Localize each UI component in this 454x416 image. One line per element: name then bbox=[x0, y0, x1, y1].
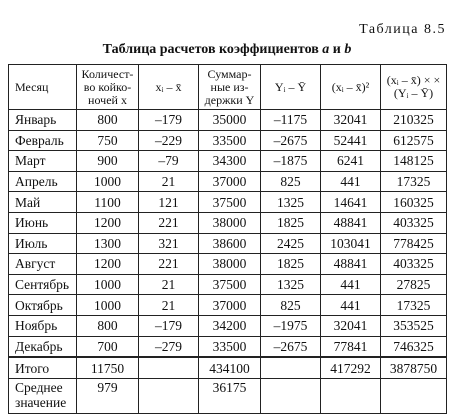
header-product: (xᵢ – x̄) × × (Yᵢ – Ȳ) bbox=[381, 65, 447, 110]
cell-product: 746325 bbox=[381, 336, 447, 357]
cell-month: Август bbox=[9, 254, 77, 275]
table-row bbox=[9, 171, 447, 192]
cell-x-deviation-squared: 32041 bbox=[321, 110, 381, 131]
cell-month: Среднее значение bbox=[9, 379, 77, 414]
cell-y-deviation: 825 bbox=[261, 171, 321, 192]
cell-bed-nights: 750 bbox=[77, 130, 139, 151]
cell-product: 27825 bbox=[381, 274, 447, 295]
cell-month: Июль bbox=[9, 233, 77, 254]
cell-total-costs: 33500 bbox=[199, 336, 261, 357]
cell-bed-nights: 700 bbox=[77, 336, 139, 357]
cell-x-deviation: 21 bbox=[139, 274, 199, 295]
cell-bed-nights: 1000 bbox=[77, 171, 139, 192]
mean-row bbox=[9, 379, 447, 414]
cell-x-deviation: –229 bbox=[139, 130, 199, 151]
cell-x-deviation-squared: 52441 bbox=[321, 130, 381, 151]
table-row bbox=[9, 315, 447, 336]
cell-y-deviation: 825 bbox=[261, 295, 321, 316]
header-total-costs: Суммар-ные из-держки Y bbox=[199, 65, 261, 110]
cell-x-deviation: 21 bbox=[139, 171, 199, 192]
cell-x-deviation-squared: 14641 bbox=[321, 192, 381, 213]
cell-x-deviation-squared: 48841 bbox=[321, 254, 381, 275]
cell-month: Март bbox=[9, 151, 77, 172]
title-and: и bbox=[332, 42, 341, 57]
table-row bbox=[9, 274, 447, 295]
header-month: Месяц bbox=[9, 65, 77, 110]
cell-y-deviation: –1975 bbox=[261, 315, 321, 336]
cell-product: 17325 bbox=[381, 171, 447, 192]
cell-total-costs: 36175 bbox=[199, 379, 261, 414]
cell-product: 160325 bbox=[381, 192, 447, 213]
coefficients-table bbox=[8, 64, 447, 414]
total-row bbox=[9, 357, 447, 379]
cell-x-deviation: 221 bbox=[139, 212, 199, 233]
cell-x-deviation-squared: 6241 bbox=[321, 151, 381, 172]
cell-bed-nights: 1100 bbox=[77, 192, 139, 213]
title-a: a bbox=[322, 42, 330, 57]
table-row bbox=[9, 336, 447, 357]
cell-month: Июнь bbox=[9, 212, 77, 233]
cell-bed-nights: 11750 bbox=[77, 357, 139, 379]
cell-bed-nights: 1300 bbox=[77, 233, 139, 254]
cell-x-deviation-squared bbox=[321, 379, 381, 414]
table-row bbox=[9, 130, 447, 151]
cell-x-deviation: 321 bbox=[139, 233, 199, 254]
cell-total-costs: 37000 bbox=[199, 171, 261, 192]
cell-x-deviation: –179 bbox=[139, 110, 199, 131]
cell-product: 3878750 bbox=[381, 357, 447, 379]
cell-product: 403325 bbox=[381, 212, 447, 233]
cell-x-deviation-squared: 417292 bbox=[321, 357, 381, 379]
cell-month: Май bbox=[9, 192, 77, 213]
cell-month: Ноябрь bbox=[9, 315, 77, 336]
cell-bed-nights: 800 bbox=[77, 315, 139, 336]
cell-x-deviation-squared: 441 bbox=[321, 274, 381, 295]
table-row bbox=[9, 233, 447, 254]
title-main: Таблица расчетов коэффициентов bbox=[102, 42, 319, 57]
cell-bed-nights: 1000 bbox=[77, 295, 139, 316]
table-row bbox=[9, 151, 447, 172]
cell-y-deviation: –2675 bbox=[261, 336, 321, 357]
cell-total-costs: 37500 bbox=[199, 192, 261, 213]
cell-product bbox=[381, 379, 447, 414]
cell-total-costs: 434100 bbox=[199, 357, 261, 379]
cell-month: Февраль bbox=[9, 130, 77, 151]
cell-month: Январь bbox=[9, 110, 77, 131]
cell-bed-nights: 900 bbox=[77, 151, 139, 172]
cell-bed-nights: 1200 bbox=[77, 254, 139, 275]
cell-x-deviation-squared: 103041 bbox=[321, 233, 381, 254]
cell-y-deviation: –2675 bbox=[261, 130, 321, 151]
cell-y-deviation: 1825 bbox=[261, 254, 321, 275]
header-y-deviation: Yᵢ – Ȳ bbox=[261, 65, 321, 110]
cell-bed-nights: 1000 bbox=[77, 274, 139, 295]
cell-product: 17325 bbox=[381, 295, 447, 316]
cell-x-deviation-squared: 48841 bbox=[321, 212, 381, 233]
table-number: Таблица 8.5 bbox=[359, 22, 446, 37]
cell-total-costs: 35000 bbox=[199, 110, 261, 131]
cell-total-costs: 38000 bbox=[199, 212, 261, 233]
cell-y-deviation: 1325 bbox=[261, 192, 321, 213]
cell-x-deviation: 221 bbox=[139, 254, 199, 275]
table-row bbox=[9, 192, 447, 213]
title-b: b bbox=[344, 42, 352, 57]
cell-x-deviation-squared: 441 bbox=[321, 171, 381, 192]
cell-product: 403325 bbox=[381, 254, 447, 275]
cell-y-deviation: 1825 bbox=[261, 212, 321, 233]
cell-y-deviation: 1325 bbox=[261, 274, 321, 295]
cell-x-deviation-squared: 77841 bbox=[321, 336, 381, 357]
cell-y-deviation bbox=[261, 379, 321, 414]
cell-x-deviation-squared: 441 bbox=[321, 295, 381, 316]
cell-y-deviation: –1175 bbox=[261, 110, 321, 131]
header-x-deviation-squared: (xᵢ – x̄)² bbox=[321, 65, 381, 110]
cell-x-deviation-squared: 32041 bbox=[321, 315, 381, 336]
cell-total-costs: 37000 bbox=[199, 295, 261, 316]
cell-bed-nights: 800 bbox=[77, 110, 139, 131]
table-row bbox=[9, 212, 447, 233]
cell-y-deviation: 2425 bbox=[261, 233, 321, 254]
cell-y-deviation bbox=[261, 357, 321, 379]
cell-total-costs: 37500 bbox=[199, 274, 261, 295]
cell-x-deviation: –79 bbox=[139, 151, 199, 172]
cell-x-deviation: 121 bbox=[139, 192, 199, 213]
cell-total-costs: 38600 bbox=[199, 233, 261, 254]
cell-y-deviation: –1875 bbox=[261, 151, 321, 172]
cell-month: Сентябрь bbox=[9, 274, 77, 295]
cell-x-deviation: 21 bbox=[139, 295, 199, 316]
cell-product: 778425 bbox=[381, 233, 447, 254]
cell-bed-nights: 979 bbox=[77, 379, 139, 414]
table-row bbox=[9, 295, 447, 316]
cell-x-deviation: –279 bbox=[139, 336, 199, 357]
cell-month: Декабрь bbox=[9, 336, 77, 357]
cell-total-costs: 34300 bbox=[199, 151, 261, 172]
cell-x-deviation: –179 bbox=[139, 315, 199, 336]
cell-total-costs: 33500 bbox=[199, 130, 261, 151]
cell-x-deviation bbox=[139, 379, 199, 414]
cell-month: Итого bbox=[9, 357, 77, 379]
table-row bbox=[9, 254, 447, 275]
cell-product: 612575 bbox=[381, 130, 447, 151]
cell-total-costs: 38000 bbox=[199, 254, 261, 275]
cell-month: Апрель bbox=[9, 171, 77, 192]
header-bed-nights: Количест-во койко-ночей x bbox=[77, 65, 139, 110]
cell-product: 210325 bbox=[381, 110, 447, 131]
cell-bed-nights: 1200 bbox=[77, 212, 139, 233]
cell-x-deviation bbox=[139, 357, 199, 379]
header-x-deviation: xᵢ – x̄ bbox=[139, 65, 199, 110]
cell-product: 148125 bbox=[381, 151, 447, 172]
cell-month: Октябрь bbox=[9, 295, 77, 316]
table-title bbox=[0, 42, 454, 58]
cell-total-costs: 34200 bbox=[199, 315, 261, 336]
cell-product: 353525 bbox=[381, 315, 447, 336]
table-row bbox=[9, 110, 447, 131]
header-row bbox=[9, 65, 447, 110]
